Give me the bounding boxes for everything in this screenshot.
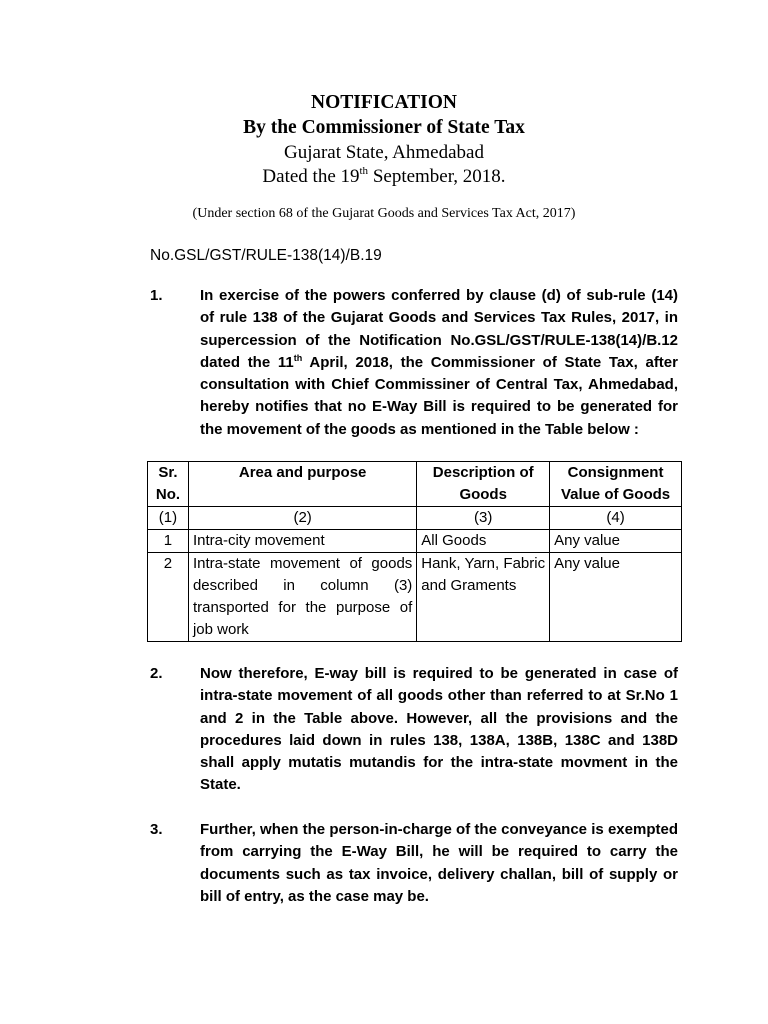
paragraph-2-text: Now therefore, E-way bill is required to be generated in case of intra-state movement of all goods other than referred to at Sr.No 1 and 2 in the Table above. However, all the provisions and the procedures laid down in rules 138, 138A, 138B, 138C and 138D shall apply mutatis mutandis for the intra-state movment in the State.: [200, 665, 678, 794]
notification-date: [0, 166, 768, 188]
paragraph-1-text-b: April, 2018, the Commissioner of State Tax, after consultation with Chief Commissiner of Central Tax, Ahmedabad, hereby notifies that no E-Way Bill is required to be generated for the movement of the goods as mentioned in the Table below :: [200, 353, 678, 438]
legal-authority-note: (Under section 68 of the Gujarat Goods and Services Tax Act, 2017): [192, 206, 576, 221]
paragraph-1: [150, 285, 678, 441]
table-row: [148, 553, 682, 642]
row-consignment-value: Any value: [550, 553, 682, 642]
column-number: (2): [188, 507, 416, 530]
date-superscript: th: [359, 165, 369, 177]
paragraph-1-superscript: th: [293, 352, 303, 363]
row-area-purpose: Intra-city movement: [188, 530, 416, 553]
table-column-number-row: [148, 507, 682, 530]
issuing-place: Gujarat State, Ahmedabad: [284, 142, 484, 163]
paragraph-3-text: Further, when the person-in-charge of the conveyance is exempted from carrying the E-Way Bill, he will be required to carry the documents such as tax invoice, delivery challan, bill of supply or bill of entry, as the case may be.: [200, 821, 678, 905]
paragraph-1-number: 1.: [150, 287, 163, 304]
column-number: (4): [550, 507, 682, 530]
table-row: [148, 530, 682, 553]
notification-title: NOTIFICATION: [311, 92, 457, 113]
row-description-goods: Hank, Yarn, Fabric and Graments: [417, 553, 550, 642]
row-sr-no: 1: [148, 530, 189, 553]
date-prefix: Dated the 19: [262, 166, 360, 187]
paragraph-3-number: 3.: [150, 821, 163, 838]
column-number: (3): [417, 507, 550, 530]
paragraph-2-number: 2.: [150, 665, 163, 682]
column-number: (1): [148, 507, 189, 530]
row-description-goods: All Goods: [417, 530, 550, 553]
paragraph-1-text-a: In exercise of the powers conferred by clause (d) of sub-rule (14) of rule 138 of the Gujarat Goods and Services Tax Rules, 2017, in supercession of the Notification No.GSL/GST/RULE-138(14)/B.12 dated the 11: [200, 287, 678, 371]
notification-reference-number: No.GSL/GST/RULE-138(14)/B.19: [150, 247, 382, 264]
exemption-table: [147, 461, 682, 642]
header-consignment-value: Consignment Value of Goods: [550, 462, 682, 507]
paragraph-3: [150, 819, 678, 908]
table-header-row: [148, 462, 682, 507]
issuing-authority: By the Commissioner of State Tax: [243, 117, 525, 138]
date-suffix: September, 2018.: [368, 166, 506, 187]
header-sr-no: Sr. No.: [148, 462, 189, 507]
paragraph-1-text: [200, 285, 678, 441]
header-description-goods: Description of Goods: [417, 462, 550, 507]
row-area-purpose: Intra-state movement of goods described in column (3) transported for the purpose of job work: [188, 553, 416, 642]
paragraph-2: [150, 663, 678, 797]
row-consignment-value: Any value: [550, 530, 682, 553]
header-area-purpose: Area and purpose: [188, 462, 416, 507]
row-sr-no: 2: [148, 553, 189, 642]
